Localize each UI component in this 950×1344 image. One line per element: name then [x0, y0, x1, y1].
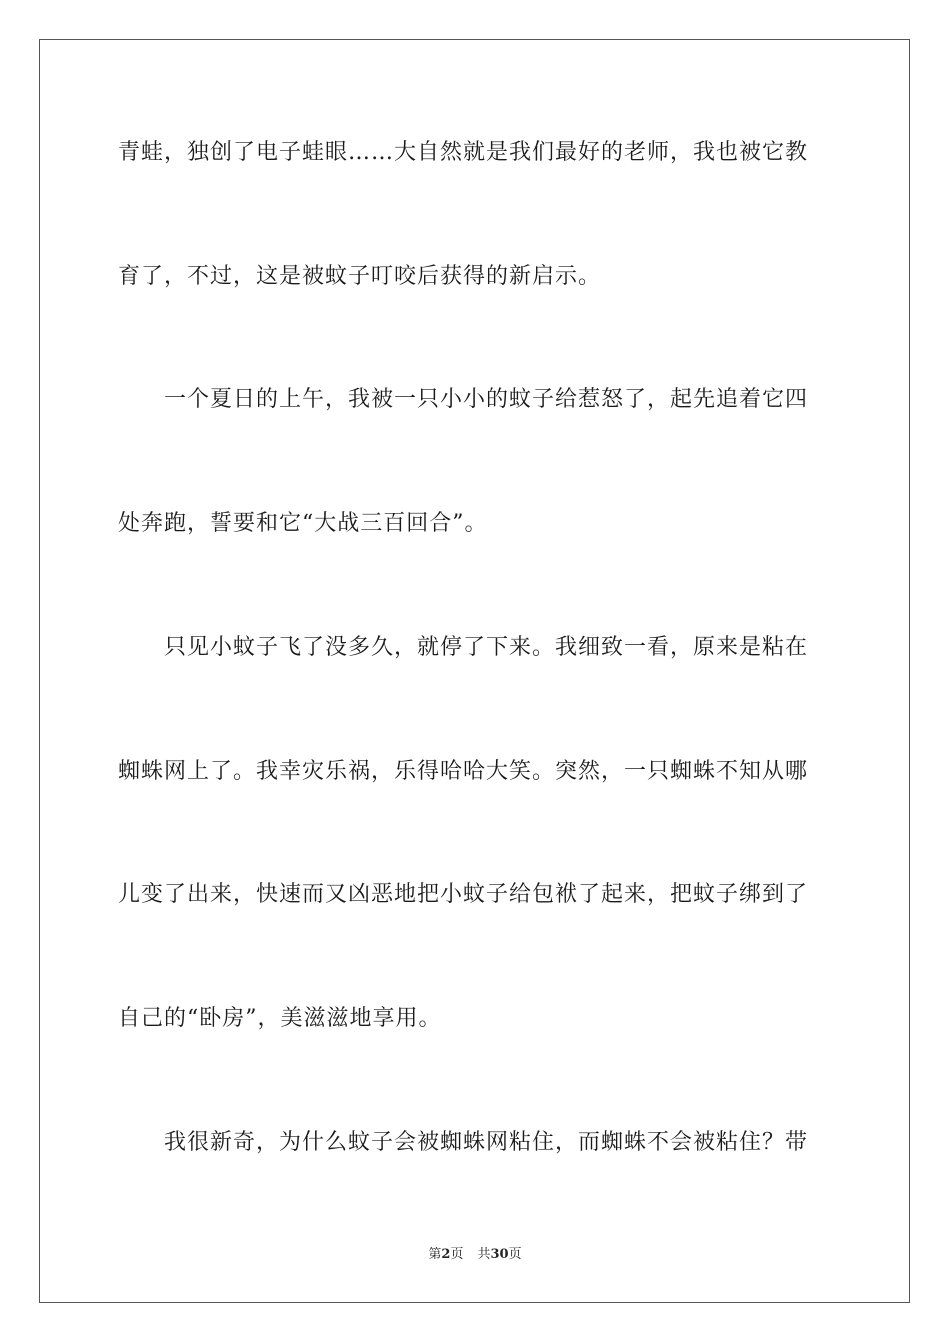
total-number: 30 — [490, 1247, 509, 1262]
text-line-1: 青蛙，独创了电子蛙眼……大自然就是我们最好的老师，我也被它教 — [118, 140, 809, 165]
page-suffix: 页 — [450, 1247, 464, 1262]
text-line-7: 儿变了出来，快速而又凶恶地把小蚊子给包袱了起来，把蚊子绑到了 — [118, 882, 809, 907]
text-line-8: 自己的“卧房”，美滋滋地享用。 — [118, 1006, 442, 1031]
text-line-6: 蜘蛛网上了。我幸灾乐祸，乐得哈哈大笑。突然，一只蜘蛛不知从哪 — [118, 759, 809, 784]
text-line-4: 处奔跑，誓要和它“大战三百回合”。 — [118, 511, 488, 536]
page-border — [39, 39, 910, 1303]
page-footer — [0, 1246, 950, 1264]
text-line-3: 一个夏日的上午，我被一只小小的蚊子给惹怒了，起先追着它四 — [164, 387, 809, 412]
page-prefix: 第 — [428, 1247, 442, 1262]
page-number: 2 — [441, 1247, 451, 1262]
text-line-5: 只见小蚊子飞了没多久，就停了下来。我细致一看，原来是粘在 — [164, 635, 809, 660]
text-line-2: 育了，不过，这是被蚊子叮咬后获得的新启示。 — [118, 264, 602, 289]
total-prefix: 共 — [477, 1247, 491, 1262]
text-line-9: 我很新奇，为什么蚊子会被蜘蛛网粘住，而蜘蛛不会被粘住？带 — [164, 1130, 809, 1155]
total-suffix: 页 — [508, 1247, 522, 1262]
